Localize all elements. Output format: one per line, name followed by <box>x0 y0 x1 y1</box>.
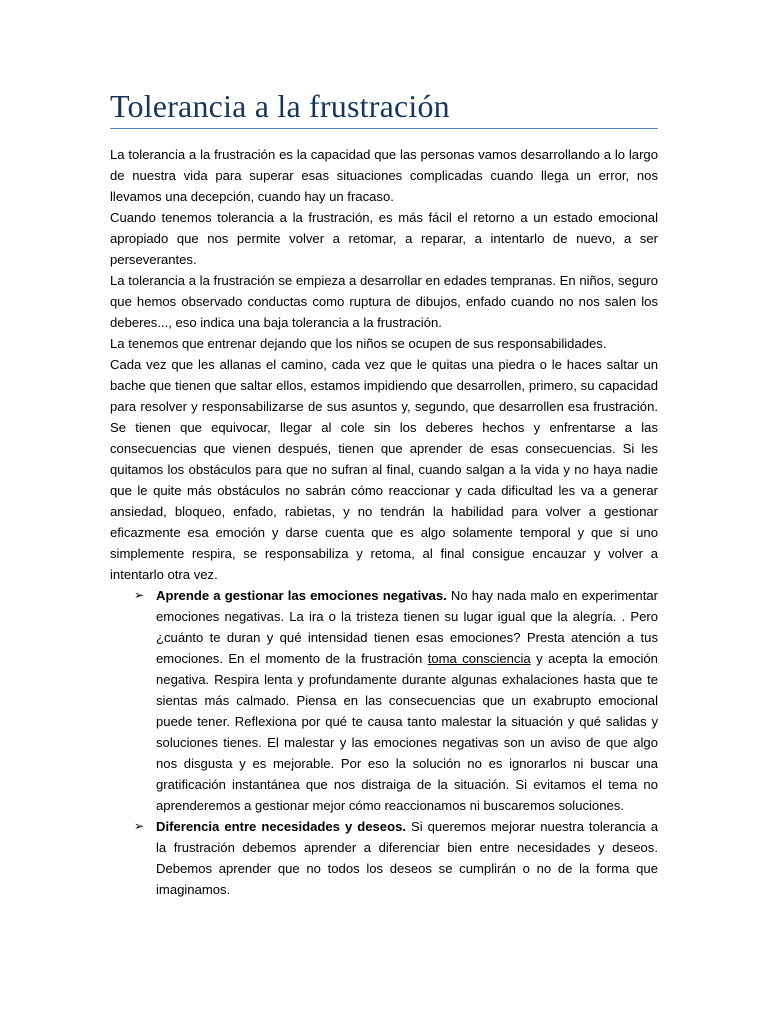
bullet-text: Si queremos mejorar nuestra tolerancia a la frustración debemos aprender a diferenciar bien entre necesidades y deseos. Debemos aprender que no todos los deseos se cumplirán o no de la forma que imaginamos. <box>156 819 658 897</box>
page-title: Tolerancia a la frustración <box>110 88 450 124</box>
document-body <box>110 144 658 900</box>
arrow-bullet-icon: ➢ <box>134 819 145 833</box>
bullet-text: y acepta la emoción negativa. Respira lenta y profundamente durante algunas exhalaciones hasta que te sientas más calmado. Piensa en las consecuencias que un exabrupto emocional puede tener. Reflexiona por qué te causa tanto malestar la situación y qué salidas y soluciones tienes. El malestar y las emociones negativas son un aviso de que algo nos disgusta y es mejorable. Por eso la solución no es ignorarlos ni buscar una gratificación instantánea que nos distraiga de la situación. Si evitamos el tema no aprenderemos a gestionar mejor cómo reaccionamos ni buscaremos soluciones. <box>156 651 658 813</box>
paragraph-obstacles: Cada vez que les allanas el camino, cada vez que le quitas una piedra o le haces saltar un bache que tienen que saltar ellos, estamos impidiendo que desarrollen, primero, su capacidad para resolver y responsabilizarse de sus asuntos y, segundo, que desarrollen esa frustración. Se tienen que equivocar, llegar al cole sin los deberes hechos y enfrentarse a las consecuencias que vienen después, tienen que aprender de esas consecuencias. Si les quitamos los obstáculos para que no sufran al final, cuando salgan a la vida y no haya nadie que le quite más obstáculos no sabrán cómo reaccionar y cada dificultad les va a generar ansiedad, bloqueo, enfado, rabietas, y no tendrán la habilidad para volver a gestionar eficazmente esa emoción y darse cuenta que es algo solamente temporal y que si uno simplemente respira, se responsabiliza y retoma, al final consigue encauzar y volver a intentarlo otra vez. <box>110 357 658 582</box>
paragraph-early-age: La tolerancia a la frustración se empieza a desarrollar en edades tempranas. En niños, seguro que hemos observado conductas como ruptura de dibujos, enfado cuando no nos salen los deberes..., eso indica una baja tolerancia a la frustración. <box>110 273 658 330</box>
arrow-bullet-icon: ➢ <box>134 588 145 602</box>
toma-consciencia-link[interactable]: toma consciencia <box>427 651 531 666</box>
bullet-text: No hay nada malo en experimentar emociones negativas. La ira o la tristeza tienen su lugar igual que la alegría. . Pero ¿cuánto te duran y qué intensidad tienen esas emociones? Presta atención a tus emociones. En el momento de la frustración <box>156 588 658 666</box>
tips-list <box>110 585 658 900</box>
paragraph-benefits: Cuando tenemos tolerancia a la frustración, es más fácil el retorno a un estado emocional apropiado que nos permite volver a retomar, a reparar, a intentarlo de nuevo, a ser perseverantes. <box>110 210 658 267</box>
list-item <box>110 585 658 816</box>
bullet-heading: Diferencia entre necesidades y deseos. <box>156 819 406 834</box>
paragraph-definition: La tolerancia a la frustración es la capacidad que las personas vamos desarrollando a lo largo de nuestra vida para superar esas situaciones complicadas cuando llega un error, nos llevamos una decepción, cuando hay un fracaso. <box>110 147 658 204</box>
bullet-heading: Aprende a gestionar las emociones negativas. <box>156 588 447 603</box>
list-item <box>110 816 658 900</box>
paragraph-training: La tenemos que entrenar dejando que los niños se ocupen de sus responsabilidades. <box>110 336 607 351</box>
title-underline <box>110 128 658 129</box>
